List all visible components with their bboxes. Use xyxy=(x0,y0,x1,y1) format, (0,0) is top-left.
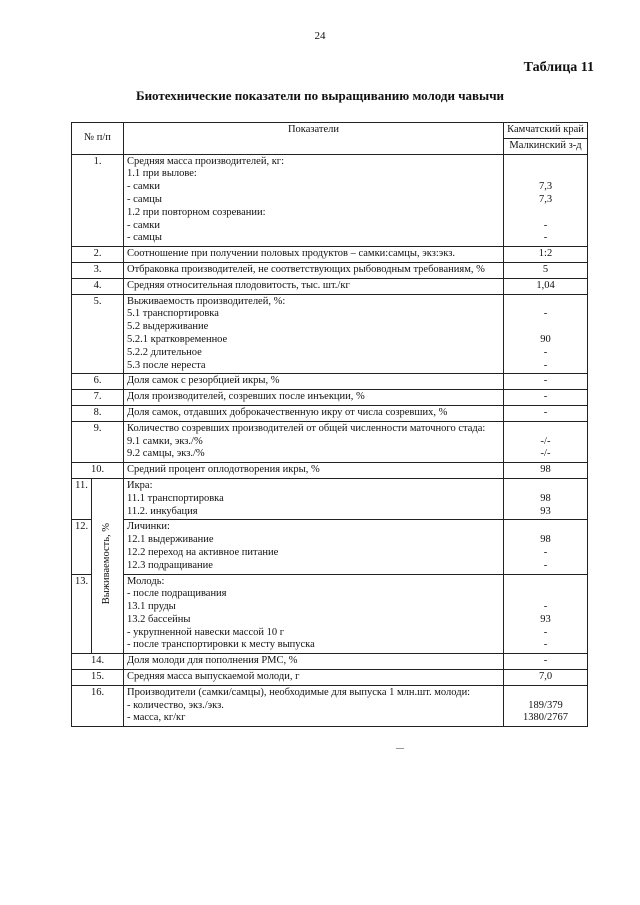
value-line xyxy=(507,588,584,601)
value-cell xyxy=(504,262,588,278)
value-line: 5 xyxy=(542,263,549,275)
value-line xyxy=(507,521,584,534)
table-row xyxy=(72,670,588,686)
indicator-cell xyxy=(124,520,504,574)
indicator-line: Средняя относительная плодовитость, тыс. шт./кг xyxy=(127,279,350,291)
header-num: № п/п xyxy=(72,123,124,155)
indicator-line: Средний процент оплодотворения икры, % xyxy=(127,464,320,476)
header-region: Камчатский край xyxy=(504,123,588,139)
indicator-cell xyxy=(124,685,504,726)
value-line: - xyxy=(543,219,548,231)
value-line: - xyxy=(543,626,548,638)
indicator-line: 13.1 пруды xyxy=(127,601,176,613)
value-cell xyxy=(504,247,588,263)
table-row xyxy=(72,654,588,670)
value-cell xyxy=(504,670,588,686)
indicator-line: - масса, кг/кг xyxy=(127,712,186,724)
indicator-line: Средняя масса производителей, кг: xyxy=(127,155,285,167)
value-cell xyxy=(504,520,588,574)
value-line: -/- xyxy=(540,448,551,460)
value-cell xyxy=(504,574,588,654)
value-line: - xyxy=(543,601,548,613)
value-line: - xyxy=(543,546,548,558)
value-line: - xyxy=(543,359,548,371)
indicator-cell xyxy=(124,154,504,247)
indicator-line: 5.2 выдерживание xyxy=(127,321,209,333)
indicator-line: - самцы xyxy=(127,232,162,244)
value-line: 1380/2767 xyxy=(523,712,568,724)
value-cell xyxy=(504,374,588,390)
value-line: - xyxy=(543,308,548,320)
value-line: -/- xyxy=(540,435,551,447)
table-body xyxy=(72,123,588,727)
value-cell xyxy=(504,154,588,247)
value-line: - xyxy=(543,375,548,387)
value-line: 93 xyxy=(540,613,551,625)
value-line: - xyxy=(543,406,548,418)
row-number: 15. xyxy=(72,670,124,686)
indicator-line: 11.2. инкубация xyxy=(127,505,198,517)
indicator-line: - количество, экз./экз. xyxy=(127,699,224,711)
indicator-line: Доля самок, отдавших доброкачественную икру от числа созревших, % xyxy=(127,406,448,418)
indicator-line: 5.2.1 кратковременное xyxy=(127,333,228,345)
value-cell xyxy=(504,278,588,294)
indicator-cell xyxy=(124,294,504,374)
indicator-line: Производители (самки/самцы), необходимые для выпуска 1 млн.шт. молоди: xyxy=(127,686,471,698)
document-title: Биотехнические показатели по выращиванию молоди чавычи xyxy=(135,88,505,103)
indicator-line: Отбраковка производителей, не соответствующих рыбоводным требованиям, % xyxy=(127,263,485,275)
row-number: 14. xyxy=(72,654,124,670)
indicator-line: 1.2 при повторном созревании: xyxy=(127,206,266,218)
value-line xyxy=(507,423,584,436)
survival-vertical-label: Выживаемость, % xyxy=(101,523,113,605)
indicator-cell xyxy=(124,405,504,421)
indicator-line: Молодь: xyxy=(127,575,165,587)
value-cell xyxy=(504,463,588,479)
value-cell xyxy=(504,390,588,406)
row-number: 3. xyxy=(72,262,124,278)
header-indicator: Показатели xyxy=(124,123,504,155)
indicator-line: - укрупненной навески массой 10 г xyxy=(127,626,285,638)
indicator-line: 9.1 самки, экз./% xyxy=(127,435,203,447)
table-row xyxy=(72,421,588,462)
value-line: 98 xyxy=(540,492,551,504)
indicator-line: - после транспортировки к месту выпуска xyxy=(127,639,315,651)
row-number: 2. xyxy=(72,247,124,263)
table-label: Таблица 11 xyxy=(523,60,594,75)
indicator-cell xyxy=(124,390,504,406)
indicator-cell xyxy=(124,463,504,479)
value-line: 90 xyxy=(540,333,551,345)
row-number: 8. xyxy=(72,405,124,421)
indicator-cell xyxy=(124,670,504,686)
indicator-line: 1.1 при вылове: xyxy=(127,168,197,180)
value-cell xyxy=(504,294,588,374)
table-row xyxy=(72,374,588,390)
indicator-line: 5.1 транспортировка xyxy=(127,308,219,320)
indicator-line: 13.2 бассейны xyxy=(127,613,191,625)
value-line: 1,04 xyxy=(536,279,555,291)
indicator-cell xyxy=(124,278,504,294)
indicator-cell xyxy=(124,421,504,462)
table-row xyxy=(72,685,588,726)
value-line xyxy=(507,207,584,220)
indicator-cell xyxy=(124,654,504,670)
value-line xyxy=(507,480,584,493)
row-number: 5. xyxy=(72,294,124,374)
value-line: - xyxy=(543,346,548,358)
value-line: - xyxy=(543,639,548,651)
value-line: 7,3 xyxy=(538,193,553,205)
indicator-line: Выживаемость производителей, %: xyxy=(127,295,286,307)
row-number: 6. xyxy=(72,374,124,390)
indicator-line: 11.1 транспортировка xyxy=(127,492,224,504)
indicator-line: 9.2 самцы, экз./% xyxy=(127,448,205,460)
indicator-line: Икра: xyxy=(127,479,153,491)
value-line: 98 xyxy=(540,464,551,476)
table-row xyxy=(72,154,588,247)
value-cell xyxy=(504,405,588,421)
value-line xyxy=(507,296,584,309)
value-line: 93 xyxy=(540,505,551,517)
table-row xyxy=(72,478,588,519)
row-number: 11. xyxy=(72,478,92,519)
value-line: 7,0 xyxy=(538,671,553,683)
indicator-line: 5.2.2 длительное xyxy=(127,346,202,358)
value-line xyxy=(507,687,584,700)
value-line xyxy=(507,168,584,181)
value-line: - xyxy=(543,232,548,244)
survival-group-label xyxy=(92,478,124,653)
value-line xyxy=(507,156,584,169)
indicators-table xyxy=(71,122,588,727)
indicator-line: Доля самок с резорбцией икры, % xyxy=(127,375,280,387)
row-number: 12. xyxy=(72,520,92,574)
indicator-line: Личинки: xyxy=(127,521,170,533)
indicator-line: - после подращивания xyxy=(127,588,227,600)
indicator-line: Количество созревших производителей от общей численности маточного стада: xyxy=(127,422,486,434)
row-number: 13. xyxy=(72,574,92,654)
value-line: 98 xyxy=(540,534,551,546)
table-row xyxy=(72,278,588,294)
table-row xyxy=(72,520,588,574)
value-cell xyxy=(504,654,588,670)
indicator-cell xyxy=(124,247,504,263)
value-line: - xyxy=(543,655,548,667)
indicator-cell xyxy=(124,262,504,278)
table-row xyxy=(72,247,588,263)
row-number: 10. xyxy=(72,463,124,479)
value-line: - xyxy=(543,391,548,403)
row-number: 9. xyxy=(72,421,124,462)
row-number: 7. xyxy=(72,390,124,406)
table-row xyxy=(72,390,588,406)
page-number: 24 xyxy=(314,30,326,42)
value-line xyxy=(507,321,584,334)
table-row xyxy=(72,294,588,374)
row-number: 16. xyxy=(72,685,124,726)
indicator-line: Доля молоди для пополнения РМС, % xyxy=(127,655,298,667)
indicator-cell xyxy=(124,574,504,654)
indicator-line: 12.3 подращивание xyxy=(127,559,213,571)
value-cell xyxy=(504,421,588,462)
indicator-line: 12.1 выдерживание xyxy=(127,534,214,546)
indicator-line: - самки xyxy=(127,181,160,193)
value-cell xyxy=(504,685,588,726)
indicator-line: Средняя масса выпускаемой молоди, г xyxy=(127,671,300,683)
indicator-line: Соотношение при получении половых продуктов – самки:самцы, экз:экз. xyxy=(127,248,456,260)
page-mark xyxy=(396,748,404,749)
table-row xyxy=(72,574,588,654)
value-cell xyxy=(504,478,588,519)
header-plant: Малкинский з-д xyxy=(504,138,588,154)
indicator-cell xyxy=(124,374,504,390)
table-header-row xyxy=(72,123,588,139)
value-line: - xyxy=(543,559,548,571)
indicator-line: 5.3 после нереста xyxy=(127,359,206,371)
indicator-line: Доля производителей, созревших после инъекции, % xyxy=(127,391,365,403)
row-number: 1. xyxy=(72,154,124,247)
indicator-cell xyxy=(124,478,504,519)
value-line xyxy=(507,576,584,589)
table-row xyxy=(72,405,588,421)
table-row xyxy=(72,262,588,278)
value-line: 1:2 xyxy=(538,248,553,260)
indicator-line: - самки xyxy=(127,219,160,231)
row-number: 4. xyxy=(72,278,124,294)
table-row xyxy=(72,463,588,479)
value-line: 189/379 xyxy=(528,699,563,711)
value-line: 7,3 xyxy=(538,181,553,193)
indicator-line: - самцы xyxy=(127,193,162,205)
indicator-line: 12.2 переход на активное питание xyxy=(127,546,279,558)
